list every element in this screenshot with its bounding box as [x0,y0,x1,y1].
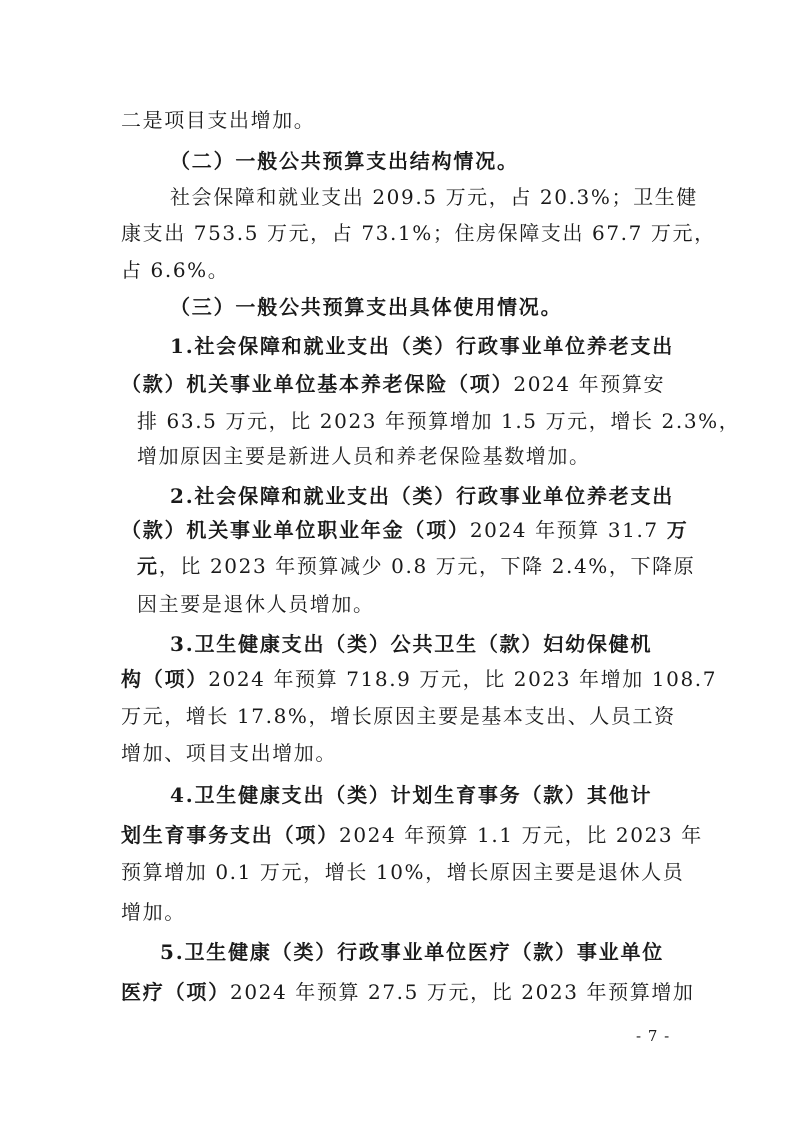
heading-text: 医疗（项） [121,980,230,1004]
heading-text: 元 [137,554,159,578]
line-text: 康支出 753.5 万元，占 73.1%；住房保障支出 67.7 万元， [121,221,716,245]
line-text: 增加。 [121,900,186,924]
line-text: 2024 年预算安 [513,372,666,396]
heading-text: 5.卫生健康（类）行政事业单位医疗（款）事业单位 [160,940,665,964]
text-line [121,106,315,134]
line-text: 增加、项目支出增加。 [121,741,337,765]
item-heading [160,938,664,966]
line-text: ，比 2023 年预算减少 0.8 万元，下降 2.4%，下降原 [158,554,696,578]
text-line [121,739,337,767]
text-line [121,898,186,926]
line-text: 二是项目支出增加。 [121,108,316,132]
text-line [121,219,716,247]
heading-text: 划生育事务支出（项） [121,823,339,847]
text-line [121,821,703,849]
text-line [121,516,689,544]
item-heading [170,332,674,360]
item-heading [170,630,652,658]
heading-text: 4.卫生健康支出（类）计划生育事务（款）其他计 [170,783,653,807]
line-text: 2024 年预算 27.5 万元，比 2023 年预算增加 [230,980,695,1004]
section-heading [170,147,519,175]
text-line [137,407,740,435]
line-text: 社会保障和就业支出 209.5 万元，占 20.3%；卫生健 [170,185,698,209]
text-line [121,702,676,730]
section-heading [170,293,562,321]
text-line [121,978,695,1006]
heading-text: （三）一般公共预算支出具体使用情况。 [170,295,563,319]
heading-text: 1.社会保障和就业支出（类）行政事业单位养老支出 [170,334,675,358]
line-text: 因主要是退休人员增加。 [137,592,375,616]
heading-text: （款）机关事业单位职业年金（项） [121,518,470,542]
heading-text: 2.社会保障和就业支出（类）行政事业单位养老支出 [170,484,675,508]
text-line [170,183,698,211]
line-text: 2024 年预算 718.9 万元，比 2023 年增加 108.7 [208,667,718,691]
text-line [137,552,695,580]
page-number: - 7 - [636,1027,671,1045]
text-line [121,665,717,693]
item-heading [170,781,652,809]
heading-text: 构（项） [121,667,209,691]
text-line [137,590,375,618]
heading-text: （款）机关事业单位基本养老保险（项） [121,372,514,396]
text-line [121,370,665,398]
text-line [137,442,591,470]
heading-text: （二）一般公共预算支出结构情况。 [170,149,519,173]
text-line [121,256,229,284]
heading-text: 3.卫生健康支出（类）公共卫生（款）妇幼保健机 [170,632,653,656]
item-heading [170,482,674,510]
line-text: 2024 年预算 31.7 [469,518,667,542]
line-text: 预算增加 0.1 万元，增长 10%，增长原因主要是退休人员 [121,860,685,884]
line-text: 占 6.6%。 [121,258,230,282]
text-line [121,858,684,886]
line-text: 排 63.5 万元，比 2023 年预算增加 1.5 万元，增长 2.3%， [137,409,741,433]
line-text: 2024 年预算 1.1 万元，比 2023 年 [339,823,703,847]
line-text: 万元，增长 17.8%，增长原因主要是基本支出、人员工资 [121,704,676,728]
line-text: 增加原因主要是新进人员和养老保险基数增加。 [137,444,591,468]
heading-text: 万 [666,518,689,542]
